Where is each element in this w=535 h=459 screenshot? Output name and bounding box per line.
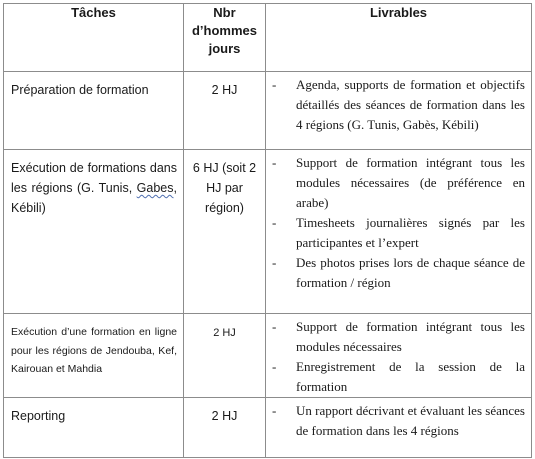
deliverable-text: Timesheets journalières signés par les participantes et l’expert xyxy=(296,215,525,250)
deliverable-text: Support de formation intégrant tous les modules nécessaires xyxy=(296,319,525,354)
days-cell: 6 HJ (soit 2 HJ par région) xyxy=(184,150,266,314)
task-text: , Kébili) xyxy=(11,181,177,215)
header-tasks: Tâches xyxy=(4,4,184,72)
bullet-dash: - xyxy=(272,319,277,334)
deliverables-cell xyxy=(266,72,532,150)
deliverables-table xyxy=(3,3,532,458)
deliverable-text: Enregistrement de la session de la formation xyxy=(296,359,525,394)
days-cell: 2 HJ xyxy=(184,314,266,398)
task-cell: Préparation de formation xyxy=(4,72,184,150)
deliverable-text: Un rapport décrivant et évaluant les séances de formation dans les 4 régions xyxy=(296,403,525,438)
deliverables-cell xyxy=(266,314,532,398)
bullet-dash: - xyxy=(272,403,277,418)
table-row xyxy=(4,72,532,150)
bullet-dash: - xyxy=(272,215,277,230)
deliverable-item xyxy=(266,213,525,253)
deliverable-item xyxy=(266,153,525,213)
deliverable-text: Agenda, supports de formation et objectifs détaillés des séances de formation dans les 4 régions (G. Tunis, Gabès, Kébili) xyxy=(296,77,525,132)
deliverable-text: Support de formation intégrant tous les modules nécessaires (de préférence en arabe) xyxy=(296,155,525,210)
table-row xyxy=(4,314,532,398)
deliverable-text: Des photos prises lors de chaque séance de formation / région xyxy=(296,255,525,290)
table-row xyxy=(4,398,532,458)
task-cell: Reporting xyxy=(4,398,184,458)
deliverable-item xyxy=(266,75,525,135)
header-deliverables: Livrables xyxy=(266,4,532,72)
days-cell: 2 HJ xyxy=(184,72,266,150)
task-text: Exécution de formations dans les régions (G. Tunis, xyxy=(11,161,177,195)
deliverables-cell xyxy=(266,150,532,314)
deliverable-item xyxy=(266,357,525,397)
spellcheck-word: Gabes xyxy=(136,181,174,195)
task-cell: Exécution d’une formation en ligne pour les régions de Jendouba, Kef, Kairouan et Mahdia xyxy=(4,314,184,398)
deliverable-item xyxy=(266,317,525,357)
bullet-dash: - xyxy=(272,77,277,92)
header-row xyxy=(4,4,532,72)
bullet-dash: - xyxy=(272,359,277,374)
deliverable-item xyxy=(266,401,525,441)
table-row xyxy=(4,150,532,314)
bullet-dash: - xyxy=(272,255,277,270)
days-cell: 2 HJ xyxy=(184,398,266,458)
task-cell xyxy=(4,150,184,314)
deliverable-item xyxy=(266,253,525,293)
header-days: Nbr d’hommes jours xyxy=(184,4,266,72)
deliverables-cell xyxy=(266,398,532,458)
bullet-dash: - xyxy=(272,155,277,170)
